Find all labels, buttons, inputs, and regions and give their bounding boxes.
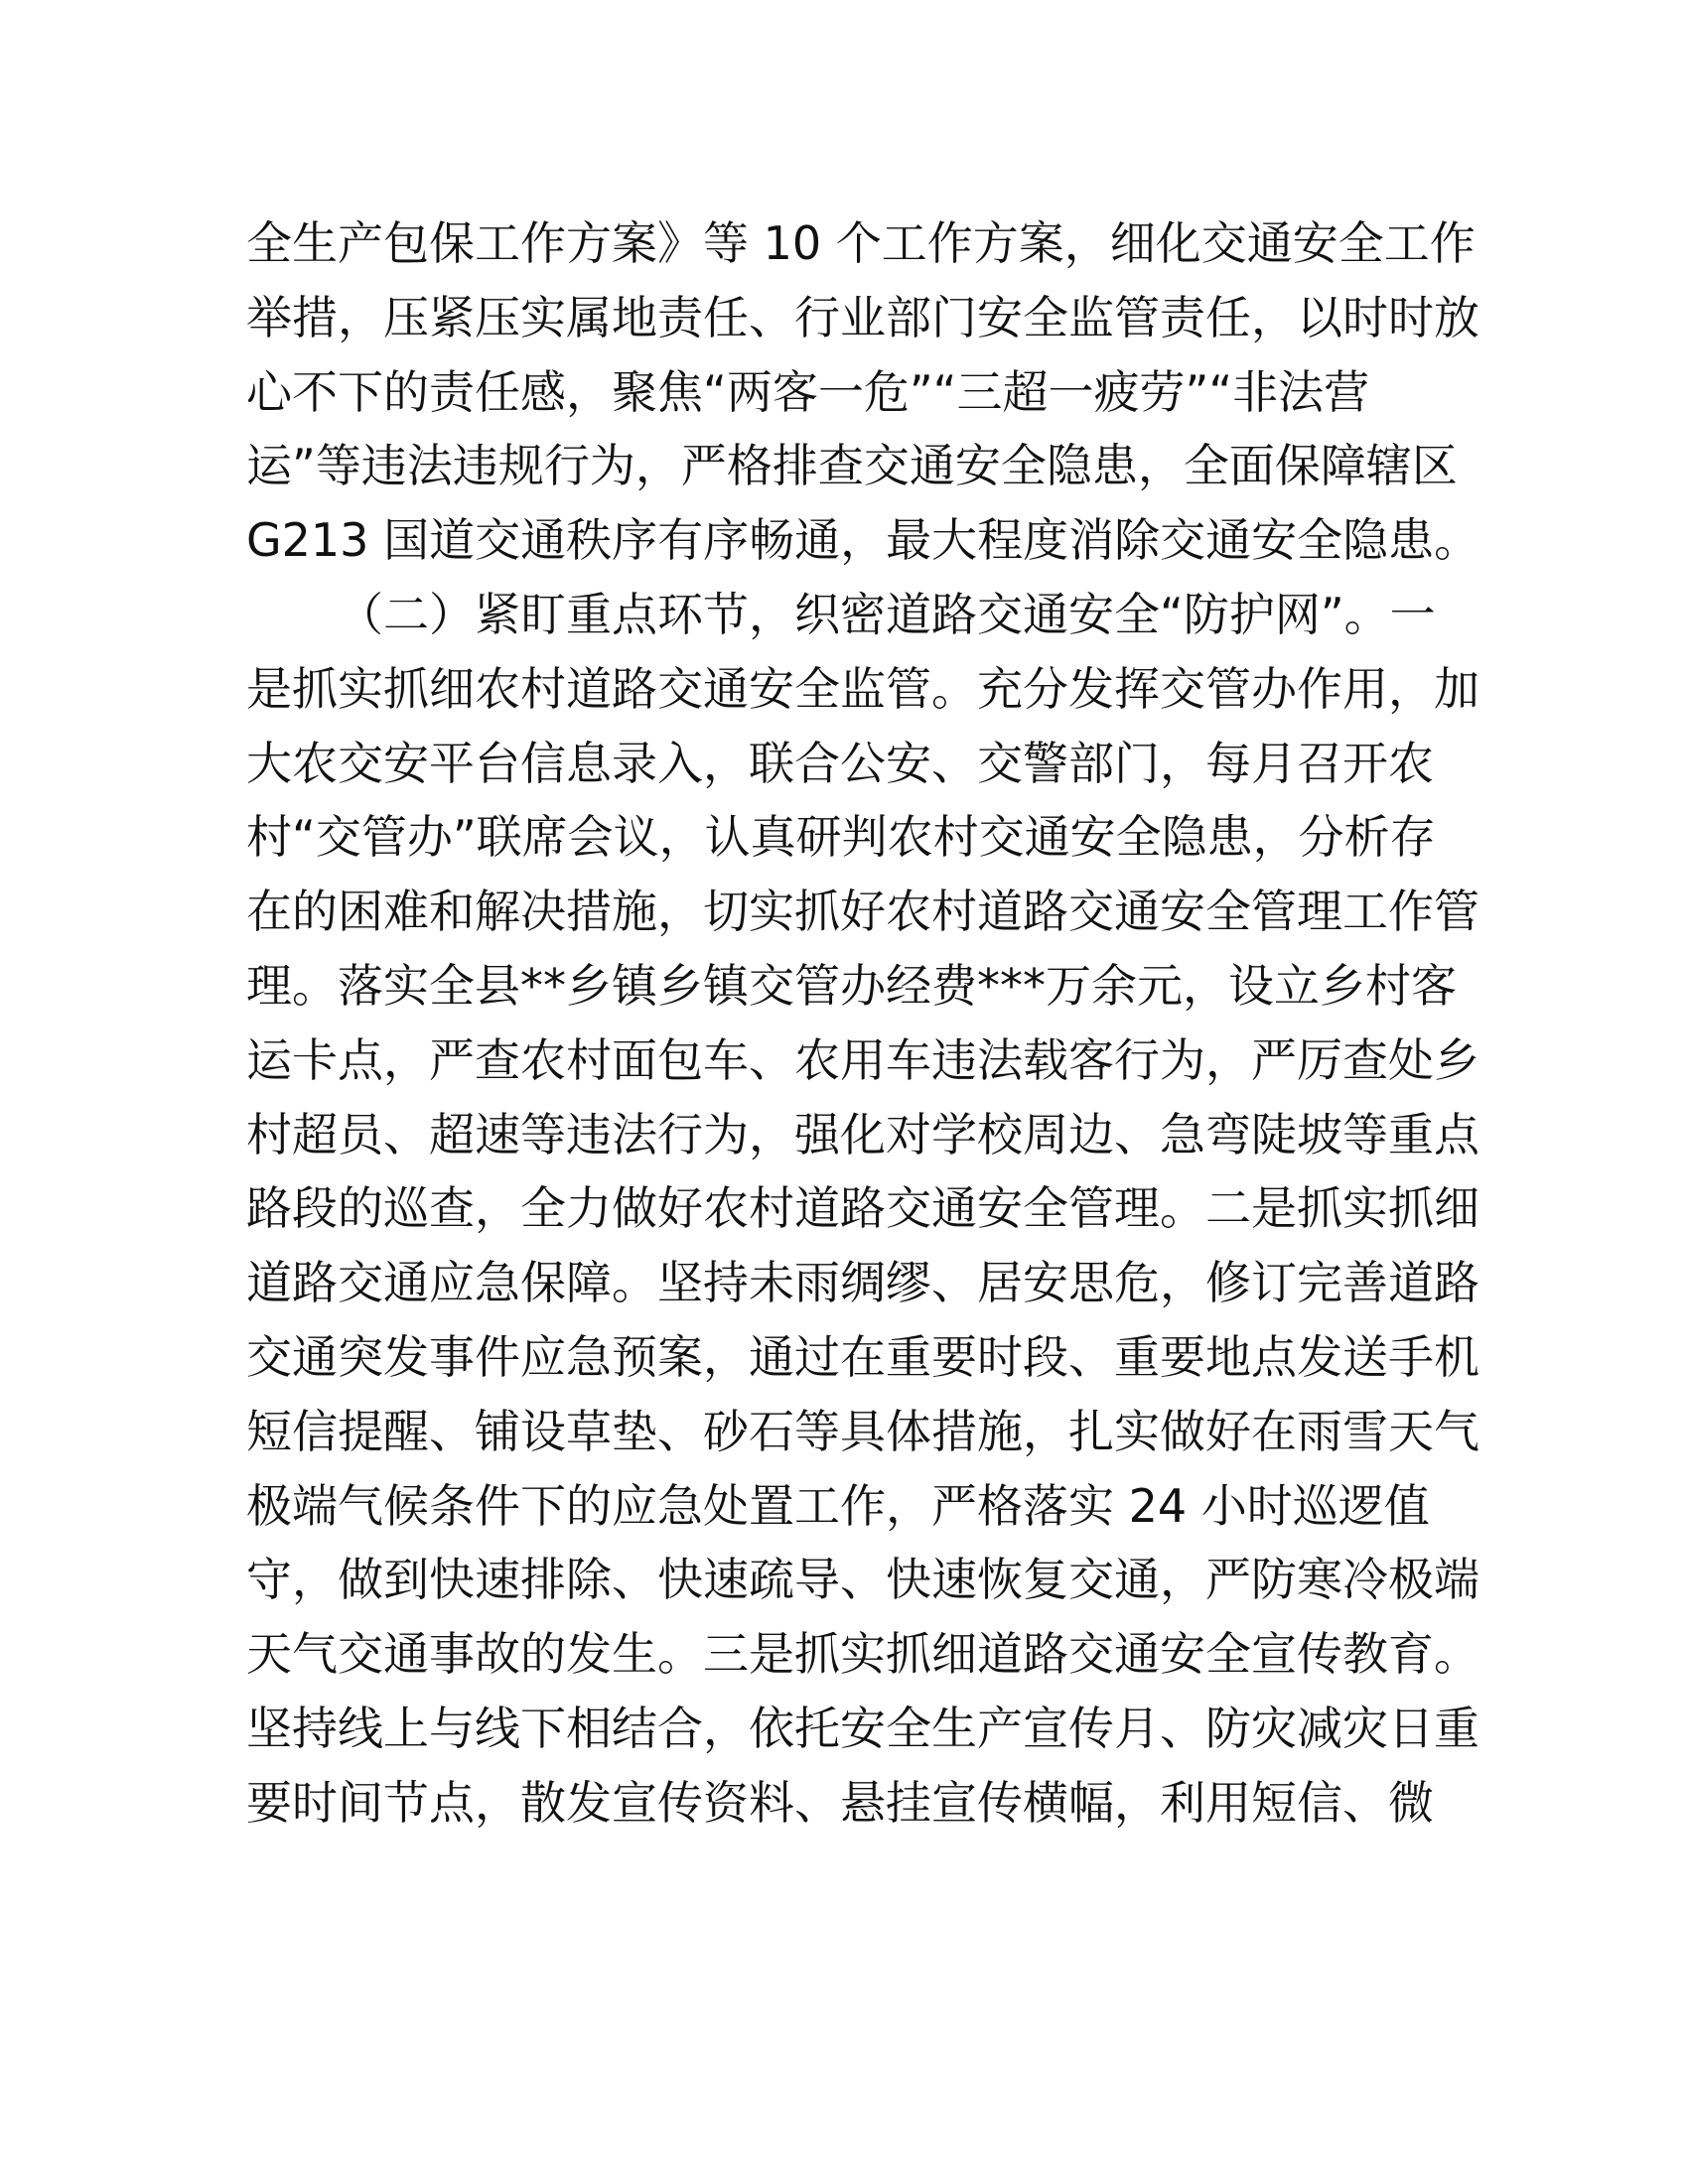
document-body (246, 206, 1480, 1841)
section-heading-line: （二）紧盯重点环节，织密道路交通安全“防护网”。一 (338, 587, 1436, 641)
text-line: 是抓实抓细农村道路交通安全监管。充分发挥交管办作用，加 (246, 661, 1479, 716)
text-line: 极端气候条件下的应急处置工作，严格落实 24 小时巡逻值 (246, 1478, 1430, 1533)
text-line: 村超员、超速等违法行为，强化对学校周边、急弯陡坡等重点 (246, 1107, 1479, 1161)
text-line: 路段的巡查，全力做好农村道路交通安全管理。二是抓实抓细 (246, 1181, 1479, 1236)
text-line: 在的困难和解决措施，切实抓好农村道路交通安全管理工作管 (246, 885, 1479, 939)
text-line: 天气交通事故的发生。三是抓实抓细道路交通安全宣传教育。 (246, 1627, 1479, 1682)
paragraph-section-two (246, 578, 1479, 1841)
text-line: G213 国道交通秩序有序畅通，最大程度消除交通安全隐患。 (246, 513, 1480, 568)
text-line: 理。落实全县**乡镇乡镇交管办经费***万余元，设立乡村客 (246, 958, 1457, 1013)
text-line: 全生产包保工作方案》等 10 个工作方案，细化交通安全工作 (246, 216, 1476, 270)
text-line: 道路交通应急保障。坚持未雨绸缪、居安思危，修订完善道路 (246, 1256, 1479, 1310)
text-line: 交通突发事件应急预案，通过在重要时段、重要地点发送手机 (246, 1329, 1479, 1384)
text-line: 举措，压紧压实属地责任、行业部门安全监管责任，以时时放 (246, 290, 1479, 344)
text-line: 要时间节点，散发宣传资料、悬挂宣传横幅，利用短信、微 (246, 1775, 1434, 1830)
text-line: 大农交安平台信息录入，联合公安、交警部门，每月召开农 (246, 736, 1434, 790)
text-line: 坚持线上与线下相结合，依托安全生产宣传月、防灾减灾日重 (246, 1701, 1479, 1755)
text-line: 短信提醒、铺设草垫、砂石等具体措施，扎实做好在雨雪天气 (246, 1404, 1479, 1458)
text-line: 村“交管办”联席会议，认真研判农村交通安全隐患，分析存 (246, 810, 1436, 865)
text-line: 守，做到快速排除、快速疏导、快速恢复交通，严防寒冷极端 (246, 1553, 1479, 1607)
text-line: 心不下的责任感，聚焦“两客一危”“三超一疲劳”“非法营 (246, 364, 1370, 419)
paragraph-continued (246, 206, 1480, 578)
text-line: 运”等违法违规行为，严格排查交通安全隐患，全面保障辖区 (246, 439, 1458, 493)
text-line: 运卡点，严查农村面包车、农用车违法载客行为，严厉查处乡 (246, 1032, 1479, 1087)
